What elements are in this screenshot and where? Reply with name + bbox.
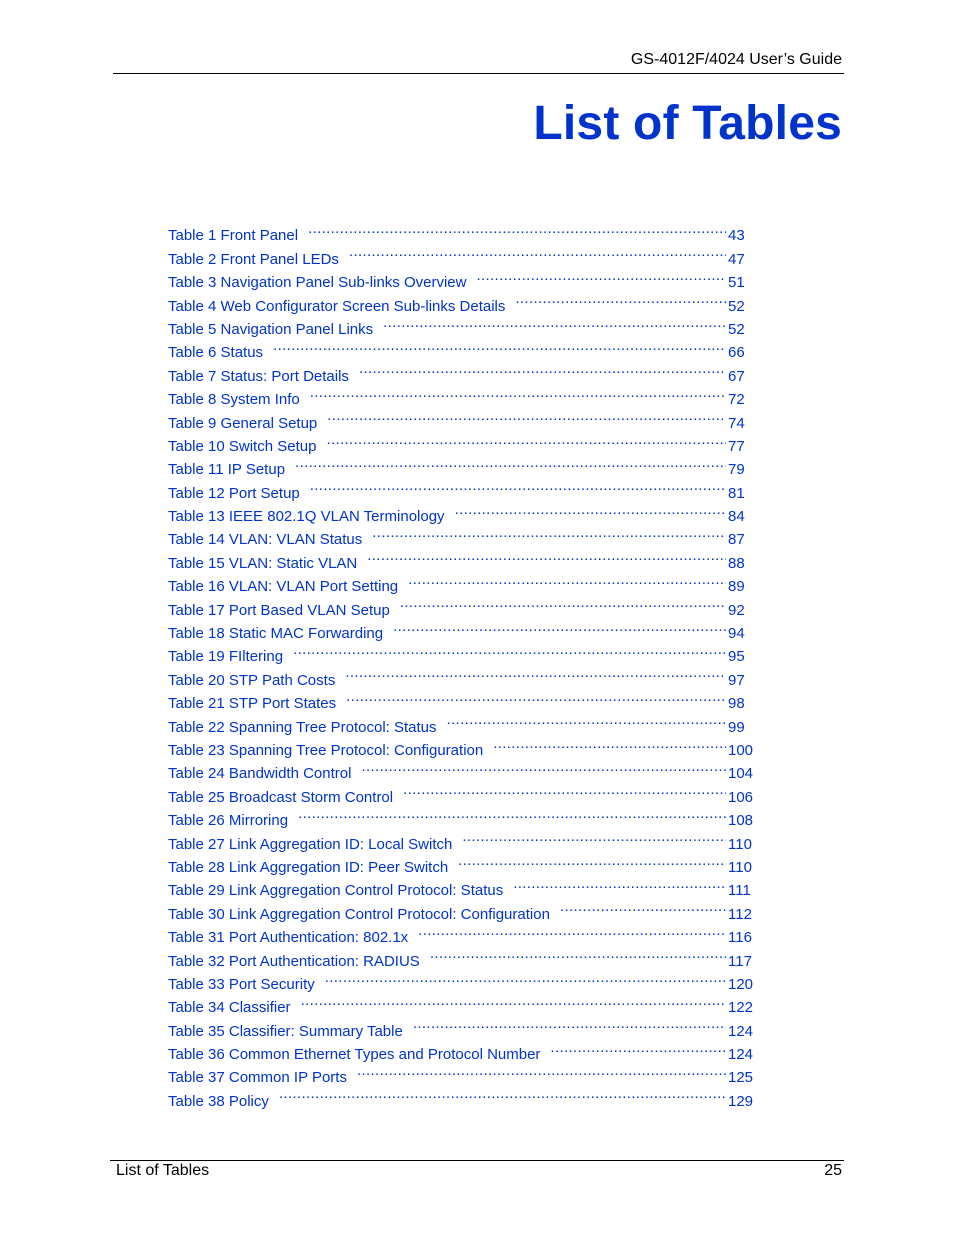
toc-entry-page: 66 bbox=[728, 344, 745, 362]
toc-entry-page: 77 bbox=[728, 437, 745, 455]
toc-entry-page: 51 bbox=[728, 274, 745, 292]
toc-entry-page: 52 bbox=[728, 297, 745, 315]
toc-entry-page: 94 bbox=[728, 625, 745, 643]
toc-entry-label: Table 11 IP Setup bbox=[168, 461, 286, 479]
toc-entry-label: Table 30 Link Aggregation Control Protocol: Configuration bbox=[168, 905, 550, 923]
toc-dot-leader bbox=[462, 825, 726, 848]
toc-entry-label: Table 10 Switch Setup bbox=[168, 437, 317, 455]
toc-dot-leader bbox=[430, 942, 726, 965]
toc-dot-leader bbox=[408, 568, 726, 591]
toc-entry-label: Table 19 FIltering bbox=[168, 648, 284, 666]
toc-entry-label: Table 12 Port Setup bbox=[168, 484, 300, 502]
toc-entry-label: Table 3 Navigation Panel Sub-links Overview bbox=[168, 274, 467, 292]
toc-entry-page: 124 bbox=[728, 1022, 754, 1040]
toc-dot-leader bbox=[310, 474, 726, 497]
toc-entry-page: 52 bbox=[728, 320, 745, 338]
toc-entry-label: Table 28 Link Aggregation ID: Peer Switch bbox=[168, 858, 449, 876]
toc-dot-leader bbox=[418, 919, 726, 942]
toc-entry-page: 100 bbox=[728, 741, 754, 759]
toc-dot-leader bbox=[308, 217, 726, 240]
toc-entry-label: Table 2 Front Panel LEDs bbox=[168, 250, 339, 268]
toc-entry-label: Table 27 Link Aggregation ID: Local Switch bbox=[168, 835, 453, 853]
toc-dot-leader bbox=[493, 732, 726, 755]
toc-dot-leader bbox=[367, 544, 726, 567]
toc-entry-label: Table 35 Classifier: Summary Table bbox=[168, 1022, 403, 1040]
toc-entry-page: 43 bbox=[728, 227, 745, 245]
toc-entry-label: Table 7 Status: Port Details bbox=[168, 367, 349, 385]
toc-entry-label: Table 17 Port Based VLAN Setup bbox=[168, 601, 390, 619]
toc-entry-page: 99 bbox=[728, 718, 745, 736]
toc-entry-label: Table 4 Web Configurator Screen Sub-links Details bbox=[168, 297, 506, 315]
toc-dot-leader bbox=[447, 708, 726, 731]
toc-entry-label: Table 9 General Setup bbox=[168, 414, 318, 432]
header-divider bbox=[113, 73, 844, 74]
toc-entry-page: 67 bbox=[728, 367, 745, 385]
toc-entry-page: 110 bbox=[728, 858, 752, 876]
toc-entry-label: Table 15 VLAN: Static VLAN bbox=[168, 554, 358, 572]
toc-entry-label: Table 36 Common Ethernet Types and Protocol Number bbox=[168, 1046, 541, 1064]
toc-entry-label: Table 14 VLAN: VLAN Status bbox=[168, 531, 363, 549]
toc-dot-leader bbox=[476, 264, 726, 287]
toc-entry-page: 129 bbox=[728, 1092, 754, 1110]
toc-dot-leader bbox=[301, 989, 726, 1012]
toc-dot-leader bbox=[361, 755, 726, 778]
toc-entry-label: Table 31 Port Authentication: 802.1x bbox=[168, 929, 409, 947]
toc-dot-leader bbox=[383, 311, 726, 334]
toc-entry-label: Table 16 VLAN: VLAN Port Setting bbox=[168, 578, 399, 596]
toc-entry-page: 72 bbox=[728, 391, 745, 409]
page-title: List of Tables bbox=[533, 97, 842, 150]
toc-dot-leader bbox=[359, 357, 726, 380]
footer-divider bbox=[110, 1160, 844, 1161]
toc-dot-leader bbox=[310, 381, 726, 404]
toc-dot-leader bbox=[325, 966, 726, 989]
toc-entry-page: 110 bbox=[728, 835, 752, 853]
toc-dot-leader bbox=[327, 404, 726, 427]
toc-entry-page: 74 bbox=[728, 414, 745, 432]
toc-entry-label: Table 6 Status bbox=[168, 344, 264, 362]
toc-entry-label: Table 23 Spanning Tree Protocol: Configuration bbox=[168, 741, 484, 759]
toc-entry-page: 87 bbox=[728, 531, 745, 549]
toc-dot-leader bbox=[560, 895, 726, 918]
toc-dot-leader bbox=[293, 638, 726, 661]
toc-entry-label: Table 8 System Info bbox=[168, 391, 300, 409]
guide-title: GS-4012F/4024 User’s Guide bbox=[630, 51, 842, 68]
toc-dot-leader bbox=[455, 498, 726, 521]
toc-entry-label: Table 5 Navigation Panel Links bbox=[168, 320, 374, 338]
toc-entry-label: Table 33 Port Security bbox=[168, 975, 315, 993]
footer-page-number: 25 bbox=[824, 1162, 842, 1179]
toc-dot-leader bbox=[346, 685, 726, 708]
toc-entry-label: Table 29 Link Aggregation Control Protocol: Status bbox=[168, 882, 504, 900]
toc-dot-leader bbox=[400, 591, 726, 614]
toc-entry-page: 111 bbox=[728, 882, 751, 900]
toc-entry-page: 89 bbox=[728, 578, 745, 596]
toc-dot-leader bbox=[413, 1012, 726, 1035]
toc-entry-page: 88 bbox=[728, 554, 745, 572]
toc-entry-page: 98 bbox=[728, 695, 745, 713]
toc-dot-leader bbox=[345, 661, 726, 684]
toc-dot-leader bbox=[273, 334, 726, 357]
toc-entry-page: 122 bbox=[728, 999, 754, 1017]
toc-entry-page: 81 bbox=[728, 484, 745, 502]
toc-dot-leader bbox=[298, 802, 726, 825]
toc-entry-page: 116 bbox=[728, 929, 752, 947]
toc-dot-leader bbox=[326, 428, 726, 451]
toc-entry-page: 108 bbox=[728, 812, 754, 830]
toc-entry-page: 112 bbox=[728, 905, 752, 923]
toc-dot-leader bbox=[393, 615, 726, 638]
toc-dot-leader bbox=[403, 778, 726, 801]
toc-entry-page: 106 bbox=[728, 788, 754, 806]
toc-dot-leader bbox=[515, 287, 726, 310]
toc-entry-page: 125 bbox=[728, 1069, 754, 1087]
toc-entry-page: 92 bbox=[728, 601, 745, 619]
toc-entry-label: Table 37 Common IP Ports bbox=[168, 1069, 347, 1087]
toc-entry-label: Table 32 Port Authentication: RADIUS bbox=[168, 952, 420, 970]
toc-entry-label: Table 18 Static MAC Forwarding bbox=[168, 625, 384, 643]
toc-entry-page: 47 bbox=[728, 250, 745, 268]
toc-dot-leader bbox=[357, 1059, 726, 1082]
toc-dot-leader bbox=[279, 1082, 726, 1105]
toc-entry-page: 104 bbox=[728, 765, 754, 783]
toc-entry-label: Table 1 Front Panel bbox=[168, 227, 299, 245]
toc-entry-label: Table 38 Policy bbox=[168, 1092, 269, 1110]
toc-entry[interactable] bbox=[168, 217, 758, 245]
toc-entry-page: 120 bbox=[728, 975, 754, 993]
toc-dot-leader bbox=[458, 849, 726, 872]
toc-dot-leader bbox=[349, 240, 726, 263]
toc-entry-page: 97 bbox=[728, 671, 745, 689]
toc-entry-label: Table 20 STP Path Costs bbox=[168, 671, 336, 689]
toc-dot-leader bbox=[513, 872, 726, 895]
toc-dot-leader bbox=[295, 451, 726, 474]
toc-entry-label: Table 26 Mirroring bbox=[168, 812, 289, 830]
toc-entry-page: 117 bbox=[728, 952, 752, 970]
toc-entry-label: Table 13 IEEE 802.1Q VLAN Terminology bbox=[168, 508, 445, 526]
toc-entry-label: Table 25 Broadcast Storm Control bbox=[168, 788, 394, 806]
footer-section-title: List of Tables bbox=[116, 1162, 210, 1179]
table-of-contents bbox=[168, 217, 758, 1110]
toc-entry-page: 124 bbox=[728, 1046, 754, 1064]
toc-entry-label: Table 22 Spanning Tree Protocol: Status bbox=[168, 718, 437, 736]
toc-entry-page: 95 bbox=[728, 648, 745, 666]
toc-entry-page: 79 bbox=[728, 461, 745, 479]
toc-entry-page: 84 bbox=[728, 508, 745, 526]
toc-entry-label: Table 34 Classifier bbox=[168, 999, 291, 1017]
toc-entry-label: Table 21 STP Port States bbox=[168, 695, 337, 713]
toc-dot-leader bbox=[550, 1036, 726, 1059]
toc-dot-leader bbox=[372, 521, 726, 544]
toc-entry-label: Table 24 Bandwidth Control bbox=[168, 765, 352, 783]
